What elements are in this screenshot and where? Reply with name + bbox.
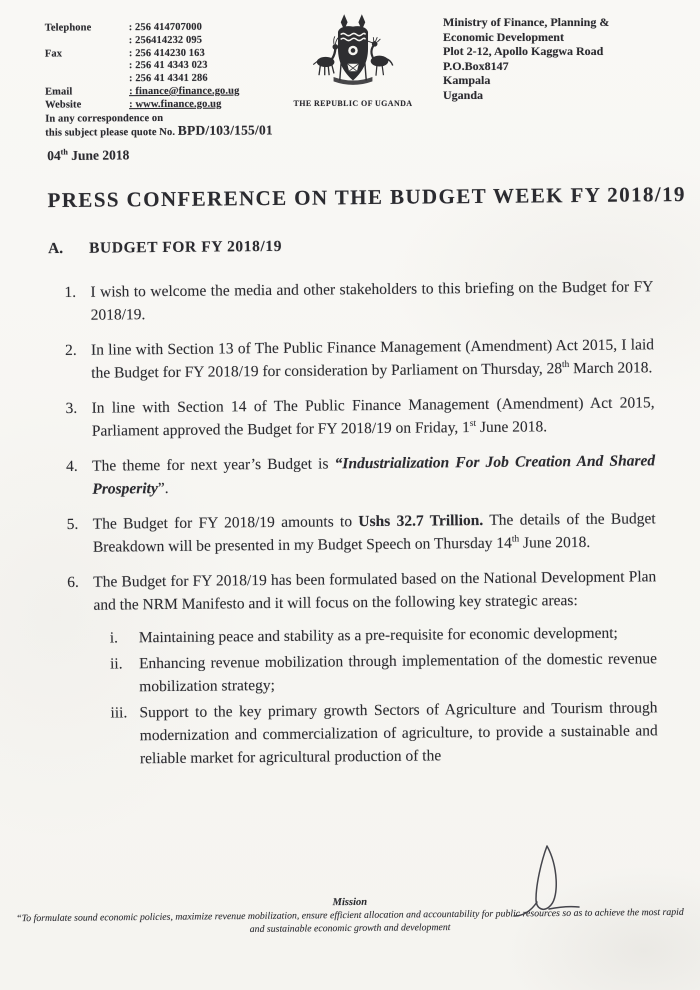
contact-line bbox=[45, 60, 273, 74]
sub-item-ii bbox=[52, 647, 657, 699]
list-item-text: I wish to welcome the media and other stakeholders to this briefing on the Budget for FY 2018/19. bbox=[90, 278, 654, 324]
list-item-text: The Budget for FY 2018/19 has been formulated based on the National Development Plan and the NRM Manifesto and it will focus on the following key strategic areas: bbox=[93, 568, 657, 614]
contact-line bbox=[45, 47, 273, 61]
list-item-text: The theme for next year’s Budget is “Industrialization For Job Creation And Shared Prosperity”. bbox=[92, 452, 656, 498]
list-item-number: 5. bbox=[66, 515, 79, 533]
list-item-4 bbox=[50, 449, 655, 501]
address-line: P.O.Box8147 bbox=[443, 58, 509, 73]
contact-value: : 256 41 4341 286 bbox=[128, 72, 208, 85]
list-item-number: 4. bbox=[66, 457, 78, 475]
list-item-number: 2. bbox=[64, 341, 77, 359]
list-item-2 bbox=[49, 333, 654, 385]
letterhead bbox=[0, 0, 700, 140]
section-letter: A. bbox=[47, 239, 64, 258]
address-line: Economic Development bbox=[443, 29, 564, 44]
coat-of-arms bbox=[286, 10, 420, 108]
list-item-text: In line with Section 13 of The Public Finance Management (Amendment) Act 2015, I laid the Budget for FY 2018/19 for consideration by Parliament on Thursday, 28th March 2018. bbox=[90, 336, 655, 382]
website-value: : www.finance.go.ug bbox=[129, 98, 222, 110]
email-value: : finance@finance.go.ug bbox=[129, 85, 240, 98]
reference-prefix: this subject please quote No. bbox=[45, 127, 178, 139]
contact-label: Fax bbox=[44, 48, 63, 60]
sub-item-number: ii. bbox=[109, 655, 123, 673]
contact-block bbox=[45, 21, 273, 140]
sub-item-text: Enhancing revenue mobilization through implementation of the domestic revenue mobilization strategy; bbox=[138, 650, 658, 696]
list-item-number: 3. bbox=[65, 399, 78, 417]
address-line: Ministry of Finance, Planning & bbox=[443, 15, 610, 29]
sub-item-text: Maintaining peace and stability as a pre-requisite for economic development; bbox=[138, 624, 618, 647]
address-line: Kampala bbox=[443, 73, 491, 88]
correspondence-note: In any correspondence on bbox=[45, 112, 164, 125]
list-item-1 bbox=[48, 275, 653, 327]
list-item-6 bbox=[51, 565, 656, 617]
list-item-text: In line with Section 14 of The Public Finance Management (Amendment) Act 2015, Parliament approved the Budget for FY 2018/19 on Friday, 1st June 2018. bbox=[91, 394, 655, 440]
sub-item-i bbox=[52, 621, 657, 650]
reference-number: BPD/103/155/01 bbox=[177, 122, 273, 139]
contact-line bbox=[45, 34, 273, 48]
contact-value: : 256414232 095 bbox=[128, 34, 203, 46]
list-item-number: 6. bbox=[67, 573, 79, 591]
list-item-3 bbox=[49, 391, 654, 443]
contact-value: : 256 41 4343 023 bbox=[128, 60, 208, 72]
list-item-text: The Budget for FY 2018/19 amounts to Ushs 32.7 Trillion. The details of the Budget Breakdown will be presented in my Budget Speech on Thursday 14th June 2018. bbox=[92, 510, 656, 556]
section-title: BUDGET FOR FY 2018/19 bbox=[88, 237, 283, 257]
contact-line-email bbox=[45, 85, 273, 99]
section-heading bbox=[48, 234, 653, 258]
sub-item-text: Support to the key primary growth Sectors of Agriculture and Tourism through modernization and commercialization of agriculture, to provide a sustainable and reliable market for agricultural production of the bbox=[139, 699, 658, 768]
contact-value: : 256 414230 163 bbox=[128, 47, 205, 59]
contact-label: Website bbox=[45, 99, 82, 111]
contact-label: Telephone bbox=[44, 22, 92, 34]
mission-text: “To formulate sound economic policies, maximize revenue mobilization, ensure efficient allocation and accountability for public resources so as to achieve the most rapid and sustainable economic growth and development bbox=[16, 906, 684, 935]
mission-footer bbox=[15, 894, 685, 938]
uganda-coat-of-arms-icon bbox=[300, 10, 406, 98]
sub-item-number: iii. bbox=[110, 704, 128, 722]
contact-line-website bbox=[45, 98, 273, 112]
contact-label: Email bbox=[45, 86, 73, 98]
document-title: PRESS CONFERENCE ON THE BUDGET WEEK FY 2018/19 bbox=[47, 181, 686, 213]
emblem-caption: THE REPUBLIC OF UGANDA bbox=[293, 99, 413, 108]
contact-value: : 256 414707000 bbox=[128, 21, 202, 34]
document-body bbox=[0, 134, 700, 775]
mission-title: Mission bbox=[332, 896, 368, 909]
contact-line bbox=[45, 73, 273, 87]
ministry-address-block bbox=[443, 15, 609, 103]
document-date: 04th June 2018 bbox=[47, 147, 130, 164]
list-item-5 bbox=[51, 507, 656, 559]
list-item-number: 1. bbox=[64, 283, 77, 301]
sub-item-number: i. bbox=[109, 629, 119, 647]
address-line: Uganda bbox=[443, 87, 484, 102]
sub-item-iii bbox=[52, 696, 658, 771]
address-line: Plot 2-12, Apollo Kaggwa Road bbox=[443, 44, 604, 59]
numbered-list bbox=[48, 275, 658, 771]
contact-line bbox=[45, 21, 273, 35]
